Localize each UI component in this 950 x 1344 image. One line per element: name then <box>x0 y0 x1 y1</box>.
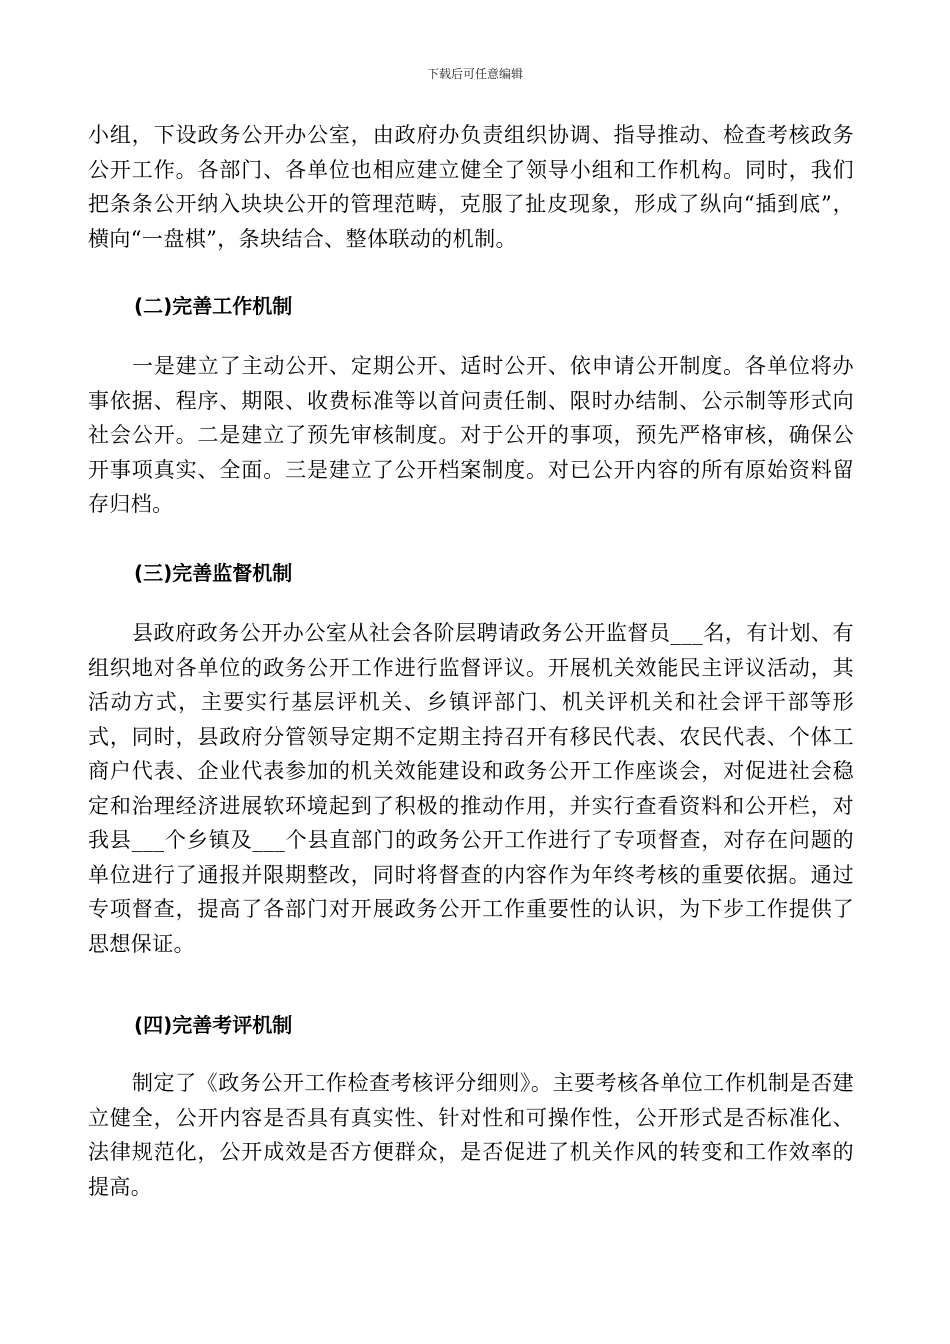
intro-paragraph: 小组，下设政务公开办公室，由政府办负责组织协调、指导推动、检查考核政务公开工作。各部门、各单位也相应建立健全了领导小组和工作机构。同时，我们把条条公开纳入块块公开的管理范畴，克服了扯皮现象，形成了纵向“插到底”，横向“一盘棋”，条块结合、整体联动的机制。 <box>88 123 854 251</box>
page-header: 下载后可任意编辑 <box>426 67 523 81</box>
section-heading-supervision-mechanism: (三)完善监督机制 <box>134 561 293 585</box>
work-mechanism-paragraph: 一是建立了主动公开、定期公开、适时公开、依申请公开制度。各单位将办事依据、程序、期限、收费标准等以首问责任制、限时办结制、公示制等形式向社会公开。二是建立了预先审核制度。对于公开的事项，预先严格审核，确保公开事项真实、全面。三是建立了公开档案制度。对已公开内容的所有原始资料留存归档。 <box>88 354 854 516</box>
section-heading-work-mechanism: (二)完善工作机制 <box>134 294 293 318</box>
evaluation-mechanism-paragraph: 制定了《政务公开工作检查考核评分细则》。主要考核各单位工作机制是否建立健全，公开内容是否具有真实性、针对性和可操作性，公开形式是否标准化、法律规范化，公开成效是否方便群众，是否促进了机关作风的转变和工作效率的提高。 <box>88 1071 854 1199</box>
supervision-mechanism-paragraph: 县政府政务公开办公室从社会各阶层聘请政务公开监督员___名，有计划、有组织地对各单位的政务公开工作进行监督评议。开展机关效能民主评议活动，其活动方式，主要实行基层评机关、乡镇评部门、机关评机关和社会评干部等形式，同时，县政府分管领导定期不定期主持召开有移民代表、农民代表、个体工商户代表、企业代表参加的机关效能建设和政务公开工作座谈会，对促进社会稳定和治理经济进展软环境起到了积极的推动作用，并实行查看资料和公开栏，对我县___个乡镇及___个县直部门的政务公开工作进行了专项督查，对存在问题的单位进行了通报并限期整改，同时将督查的内容作为年终考核的重要依据。通过专项督查，提高了各部门对开展政务公开工作重要性的认识，为下步工作提供了思想保证。 <box>88 621 854 956</box>
section-heading-evaluation-mechanism: (四)完善考评机制 <box>134 1013 293 1037</box>
